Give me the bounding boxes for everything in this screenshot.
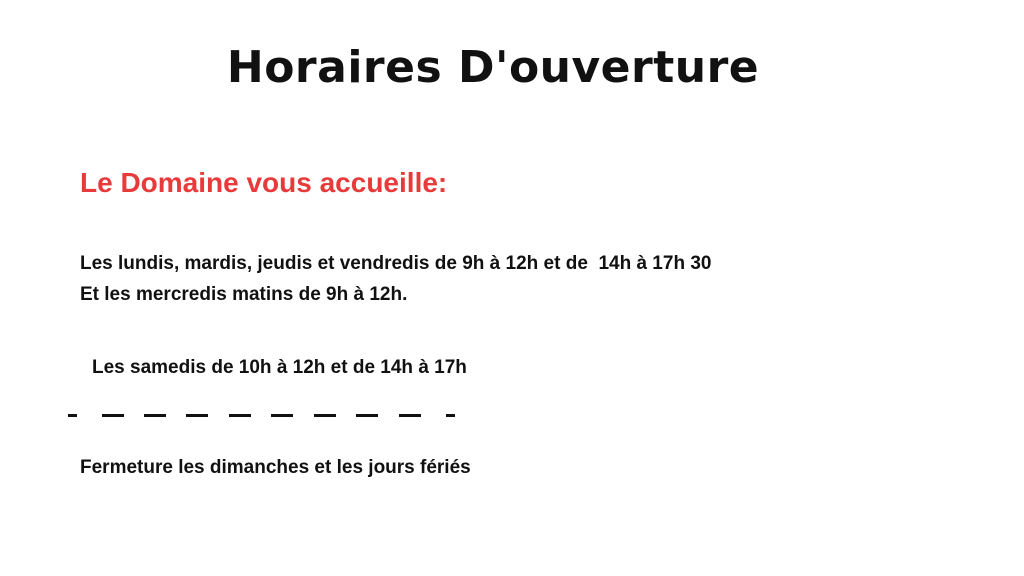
closure-notice-text: Fermeture les dimanches et les jours fériés [80,457,471,478]
saturday-hours-text: Les samedis de 10h à 12h et de 14h à 17h [92,357,467,378]
weekday-hours-text: Les lundis, mardis, jeudis et vendredis de 9h à 12h et de 14h à 17h 30 [80,253,712,274]
welcome-heading: Le Domaine vous accueille: [80,167,448,198]
wednesday-hours-text: Et les mercredis matins de 9h à 12h. [80,284,408,305]
page-title: Horaires D'ouverture [226,42,760,93]
dashed-divider [68,414,468,420]
